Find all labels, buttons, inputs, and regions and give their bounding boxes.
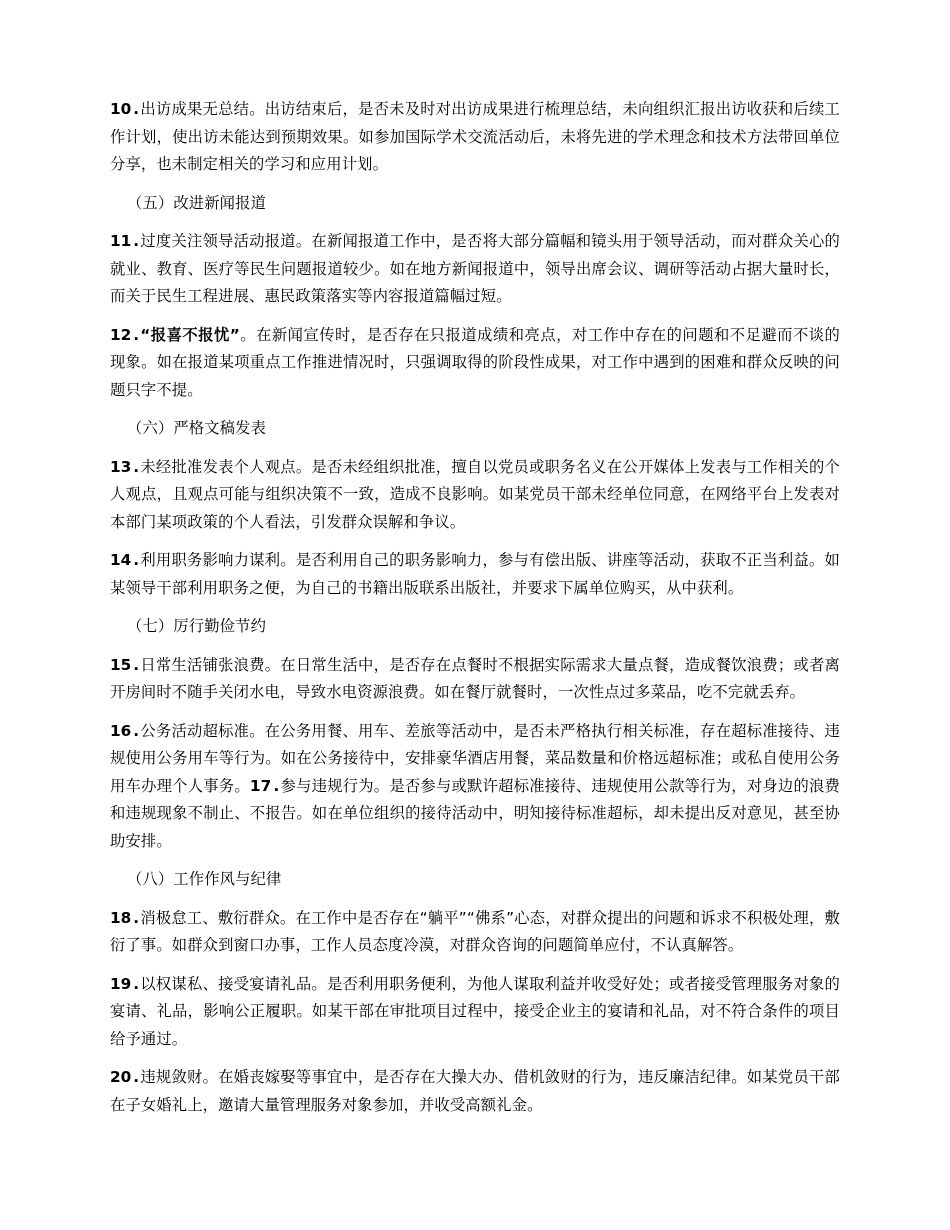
document-body — [110, 96, 840, 1119]
clause-number: 10 — [110, 100, 132, 118]
clause-text: 利用职务影响力谋利。是否利用自己的职务影响力，参与有偿出版、讲座等活动，获取不正当利益。如某领导干部利用职务之便，为自己的书籍出版联系出版社，并要求下属单位购买，从中获利。 — [110, 551, 840, 597]
clause-number: 18 — [110, 908, 132, 927]
clause-number: 20 — [110, 1068, 132, 1086]
clause-number-separator: . — [133, 325, 140, 344]
clause-12 — [110, 322, 840, 405]
clause-text: 日常生活铺张浪费。在日常生活中，是否存在点餐时不根据实际需求大量点餐，造成餐饮浪费；或者离开房间时不随手关闭水电，导致水电资源浪费。如在餐厅就餐时，一次性点过多菜品，吃不完就丢弃。 — [110, 655, 840, 701]
clause-text: 。在新闻宣传时，是否存在只报道成绩和亮点，对工作中存在的问题和不足避而不谈的现象。如在报道某项重点工作推进情况时，只强调取得的阶段性成果，对工作中遇到的困难和群众反映的问题只字不提。 — [110, 325, 840, 399]
clause-number: 12 — [110, 325, 132, 344]
clause-number: 19 — [110, 974, 132, 993]
section-heading-label: （五）改进新闻报道 — [127, 193, 267, 212]
clause-number-separator: . — [133, 457, 140, 476]
clause-text-inline: 参与违规行为。是否参与或默许超标准接待、违规使用公款等行为，对身边的浪费和违规现象不制止、不报告。如在单位组织的接待活动中，明知接待标准超标，却未提出反对意见，甚至协助安排。 — [110, 776, 840, 850]
clause-text: 过度关注领导活动报道。在新闻报道工作中，是否将大部分篇幅和镜头用于领导活动，而对群众关心的就业、教育、医疗等民生问题报道较少。如在地方新闻报道中，领导出席会议、调研等活动占据大量时长，而关于民生工程进展、惠民政策落实等内容报道篇幅过短。 — [110, 232, 840, 305]
clause-number-separator: . — [133, 721, 140, 740]
clause-text: 违规敛财。在婚丧嫁娶等事宜中，是否存在大操大办、借机敛财的行为，违反廉洁纪律。如某党员干部在子女婚礼上，邀请大量管理服务对象参加，并收受高额礼金。 — [110, 1068, 840, 1114]
clause-number-separator-inline: . — [273, 776, 280, 795]
clause-number-separator: . — [133, 908, 140, 927]
section-heading-6 — [110, 415, 840, 443]
clause-text: 以权谋私、接受宴请礼品。是否利用职务便利，为他人谋取利益并收受好处；或者接受管理服务对象的宴请、礼品，影响公正履职。如某干部在审批项目过程中，接受企业主的宴请和礼品，对不符合条件的项目给予通过。 — [110, 974, 840, 1048]
clause-18 — [110, 905, 840, 960]
clause-number-separator: . — [133, 100, 140, 118]
section-heading-label: （七）厉行勤俭节约 — [127, 617, 267, 635]
section-heading-label: （六）严格文稿发表 — [127, 419, 267, 437]
clause-13 — [110, 454, 840, 537]
section-heading-label: （八）工作作风与纪律 — [127, 870, 282, 888]
clause-16-17 — [110, 718, 840, 856]
clause-number-separator: . — [133, 551, 140, 569]
clause-number: 16 — [110, 721, 132, 740]
clause-number-separator: . — [133, 1068, 140, 1086]
clause-text: 出访成果无总结。出访结束后，是否未及时对出访成果进行梳理总结，未向组织汇报出访收获和后续工作计划，使出访未能达到预期效果。如参加国际学术交流活动后，未将先进的学术理念和技术方法带回单位分享，也未制定相关的学习和应用计划。 — [110, 100, 840, 173]
clause-text: 消极怠工、敷衍群众。在工作中是否存在“躺平”“佛系”心态，对群众提出的问题和诉求不积极处理，敷衍了事。如群众到窗口办事，工作人员态度冷漠，对群众咨询的问题简单应付，不认真解答。 — [110, 908, 840, 954]
clause-14 — [110, 547, 840, 602]
clause-11 — [110, 228, 840, 311]
section-heading-7 — [110, 613, 840, 641]
clause-number-separator: . — [133, 974, 140, 993]
clause-number: 14 — [110, 551, 132, 569]
clause-number-separator: . — [133, 655, 140, 674]
clause-number-inline: 17 — [249, 776, 272, 795]
clause-emphasis: “报喜不报忧” — [140, 325, 240, 344]
clause-number-separator: . — [133, 232, 140, 250]
clause-20 — [110, 1064, 840, 1119]
clause-text: 未经批准发表个人观点。是否未经组织批准，擅自以党员或职务名义在公开媒体上发表与工作相关的个人观点，且观点可能与组织决策不一致，造成不良影响。如某党员干部未经单位同意，在网络平台上发表对本部门某项政策的个人看法，引发群众误解和争议。 — [110, 457, 840, 531]
clause-10 — [110, 96, 840, 179]
clause-text: 公务活动超标准。在公务用餐、用车、差旅等活动中，是否未严格执行相关标准，存在超标准接待、违规使用公务用车等行为。如在公务接待中，安排豪华酒店用餐，菜品数量和价格远超标准；或私自使用公务用车办理个人事务。 — [110, 721, 840, 795]
section-heading-8 — [110, 866, 840, 894]
clause-number: 15 — [110, 655, 132, 674]
clause-19 — [110, 971, 840, 1054]
section-heading-5 — [110, 190, 840, 218]
clause-number: 13 — [110, 457, 132, 476]
clause-number: 11 — [110, 232, 132, 250]
clause-15 — [110, 652, 840, 707]
